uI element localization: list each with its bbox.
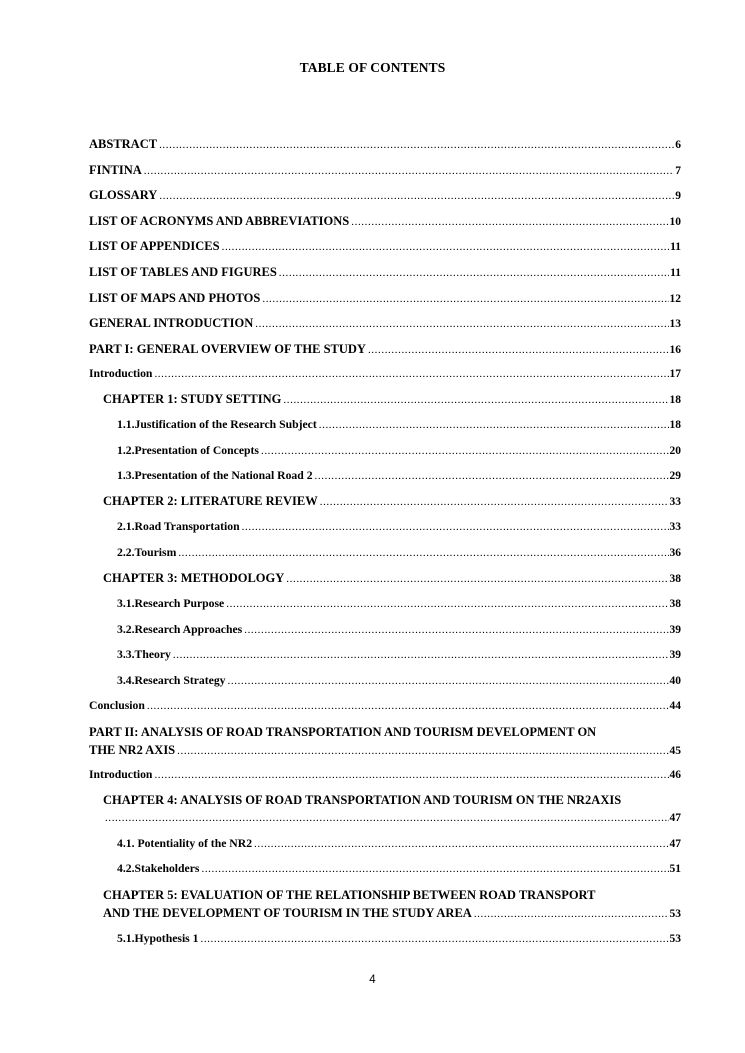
toc-entry-1-1[interactable] [117,417,681,433]
toc-entry-page: 9 [675,190,681,202]
toc-entry-page: 33 [669,496,681,508]
toc-entry-acronyms[interactable] [89,213,681,230]
toc-entry-page: 11 [670,267,681,279]
dot-leader [286,571,668,587]
dot-leader [154,366,668,382]
toc-entry-page: 39 [669,624,681,636]
dot-leader [283,392,668,408]
dot-leader [147,698,669,714]
toc-entry-page: 18 [669,419,681,431]
toc-entry-chapter-3[interactable] [103,570,681,587]
dot-leader [255,316,668,332]
toc-entry-label: Presentation of the National Road 2 [134,469,313,482]
toc-entry-introduction-2[interactable] [89,767,681,783]
toc-entry-label: Introduction [89,367,153,380]
toc-entry-page: 47 [669,838,681,850]
dot-leader [279,265,669,281]
toc-entry-label: THE NR2 AXIS [89,743,176,757]
toc-entry-label: Research Purpose [134,597,225,610]
dot-leader [226,596,668,612]
toc-entry-part-1[interactable] [89,341,681,358]
dot-leader [254,836,668,852]
toc-entry-page: 16 [669,344,681,356]
toc-entry-number: 5.1. [117,932,135,945]
dot-leader [154,767,668,783]
toc-entry-2-2[interactable] [117,545,681,561]
toc-entry-3-4[interactable] [117,673,681,689]
toc-entry-label: LIST OF ACRONYMS AND ABBREVIATIONS [89,214,350,228]
toc-entry-appendices[interactable] [89,238,681,255]
toc-entry-page: 51 [669,863,681,875]
dot-leader [228,673,669,689]
toc-entry-page: 7 [675,165,681,177]
toc-entry-glossary[interactable] [89,187,681,204]
toc-entry-chapter-5-line1[interactable]: CHAPTER 5: EVALUATION OF THE RELATIONSHIP BETWEEN ROAD TRANSPORT [103,888,596,902]
dot-leader [351,214,668,230]
toc-entry-1-3[interactable] [117,468,681,484]
toc-entry-page: 38 [669,573,681,585]
toc-entry-label: ABSTRACT [89,137,158,151]
toc-entry-label: LIST OF MAPS AND PHOTOS [89,291,261,305]
dot-leader [159,137,674,153]
toc-entry-label: Introduction [89,768,153,781]
toc-entry-page: 38 [669,598,681,610]
toc-entry-general-introduction[interactable] [89,315,681,332]
toc-entry-number: 3.3. [117,648,135,661]
dot-leader [105,810,669,826]
toc-entry-page: 29 [669,470,681,482]
toc-entry-chapter-4-line1[interactable]: CHAPTER 4: ANALYSIS OF ROAD TRANSPORTATION AND TOURISM ON THE NR2AXIS [103,793,622,807]
dot-leader [222,239,670,255]
toc-entry-chapter-4[interactable] [105,810,681,826]
dot-leader [159,188,674,204]
dot-leader [368,342,669,358]
toc-entry-page: 6 [675,139,681,151]
toc-entry-chapter-5[interactable] [103,905,681,922]
toc-entry-page: 11 [670,241,681,253]
toc-entry-label: CHAPTER 1: STUDY SETTING [103,392,282,406]
toc-entry-introduction-1[interactable] [89,366,681,382]
dot-leader [201,931,669,947]
toc-entry-label: FINTINA [89,163,142,177]
toc-entry-label: CHAPTER 2: LITERATURE REVIEW [103,494,318,508]
dot-leader [320,494,669,510]
toc-entry-page: 36 [669,547,681,559]
toc-entry-label: Justification of the Research Subject [134,418,317,431]
toc-entry-number: 2.2. [117,546,135,559]
toc-entry-label: AND THE DEVELOPMENT OF TOURISM IN THE STUDY AREA [103,906,472,920]
toc-entry-3-3[interactable] [117,647,681,663]
toc-entry-page: 10 [669,216,681,228]
toc-entry-page: 39 [669,649,681,661]
toc-entry-number: 1.1. [117,418,135,431]
dot-leader [319,417,669,433]
dot-leader [242,519,669,535]
toc-entry-page: 20 [669,445,681,457]
toc-entry-label: PART I: GENERAL OVERVIEW OF THE STUDY [89,342,366,356]
toc-entry-part-2-line1[interactable]: PART II: ANALYSIS OF ROAD TRANSPORTATION AND TOURISM DEVELOPMENT ON [89,725,597,739]
toc-entry-number: 2.1. [117,520,135,533]
dot-leader [315,468,669,484]
toc-entry-page: 47 [669,812,681,824]
toc-entry-fintina[interactable] [89,162,681,179]
toc-entry-3-2[interactable] [117,622,681,638]
toc-entry-label: CHAPTER 3: METHODOLOGY [103,571,285,585]
dot-leader [474,906,669,922]
toc-entry-label: Tourism [134,546,177,559]
toc-entry-label: Presentation of Concepts [134,444,259,457]
dot-leader [244,622,668,638]
toc-entry-page: 13 [669,318,681,330]
toc-entry-page: 18 [669,394,681,406]
toc-entry-conclusion[interactable] [89,698,681,714]
toc-entry-5-1[interactable] [117,931,681,947]
toc-entry-label: LIST OF APPENDICES [89,239,220,253]
toc-entry-1-2[interactable] [117,443,681,459]
toc-entry-label: Hypothesis 1 [134,932,199,945]
dot-leader [178,545,668,561]
toc-entry-label: Research Approaches [134,623,243,636]
dot-leader [262,291,668,307]
toc-entry-label: Road Transportation [134,520,240,533]
toc-entry-label: Research Strategy [134,674,226,687]
toc-entry-3-1[interactable] [117,596,681,612]
toc-entry-maps-photos[interactable] [89,290,681,307]
toc-entry-label: LIST OF TABLES AND FIGURES [89,265,277,279]
toc-entry-label: GLOSSARY [89,188,158,202]
toc-entry-label: 4.1. Potentiality of the NR2 [117,837,253,850]
dot-leader [173,647,669,663]
toc-entry-2-1[interactable] [117,519,681,535]
page-number: 4 [369,974,376,986]
toc-entry-4-1[interactable] [117,836,681,852]
dot-leader [261,443,669,459]
toc-entry-page: 33 [669,521,681,533]
toc-entry-number: 4.2. [117,862,135,875]
toc-entry-4-2[interactable] [117,861,681,877]
page-title: TABLE OF CONTENTS [299,60,446,75]
toc-entry-number: 3.1. [117,597,135,610]
toc-entry-tables-figures[interactable] [89,264,681,281]
toc-entry-page: 53 [669,908,681,920]
toc-entry-page: 12 [669,293,681,305]
toc-entry-page: 17 [669,368,681,380]
toc-entry-abstract[interactable] [89,136,681,153]
toc-entry-chapter-2[interactable] [103,493,681,510]
toc-entry-page: 53 [669,933,681,945]
dot-leader [201,861,668,877]
toc-entry-number: 3.2. [117,623,135,636]
toc-entry-number: 3.4. [117,674,135,687]
toc-entry-page: 46 [669,769,681,781]
toc-entry-label: Conclusion [89,699,145,712]
toc-entry-number: 1.3. [117,469,135,482]
toc-entry-chapter-1[interactable] [103,391,681,408]
toc-entry-page: 40 [669,675,681,687]
toc-entry-label: GENERAL INTRODUCTION [89,316,254,330]
toc-entry-part-2[interactable] [89,742,681,759]
dot-leader [177,743,668,759]
toc-entry-label: Stakeholders [134,862,200,875]
toc-entry-page: 44 [669,700,681,712]
toc-entry-label: Theory [134,648,171,661]
toc-entry-page: 45 [669,745,681,757]
dot-leader [144,163,674,179]
toc-entry-number: 1.2. [117,444,135,457]
